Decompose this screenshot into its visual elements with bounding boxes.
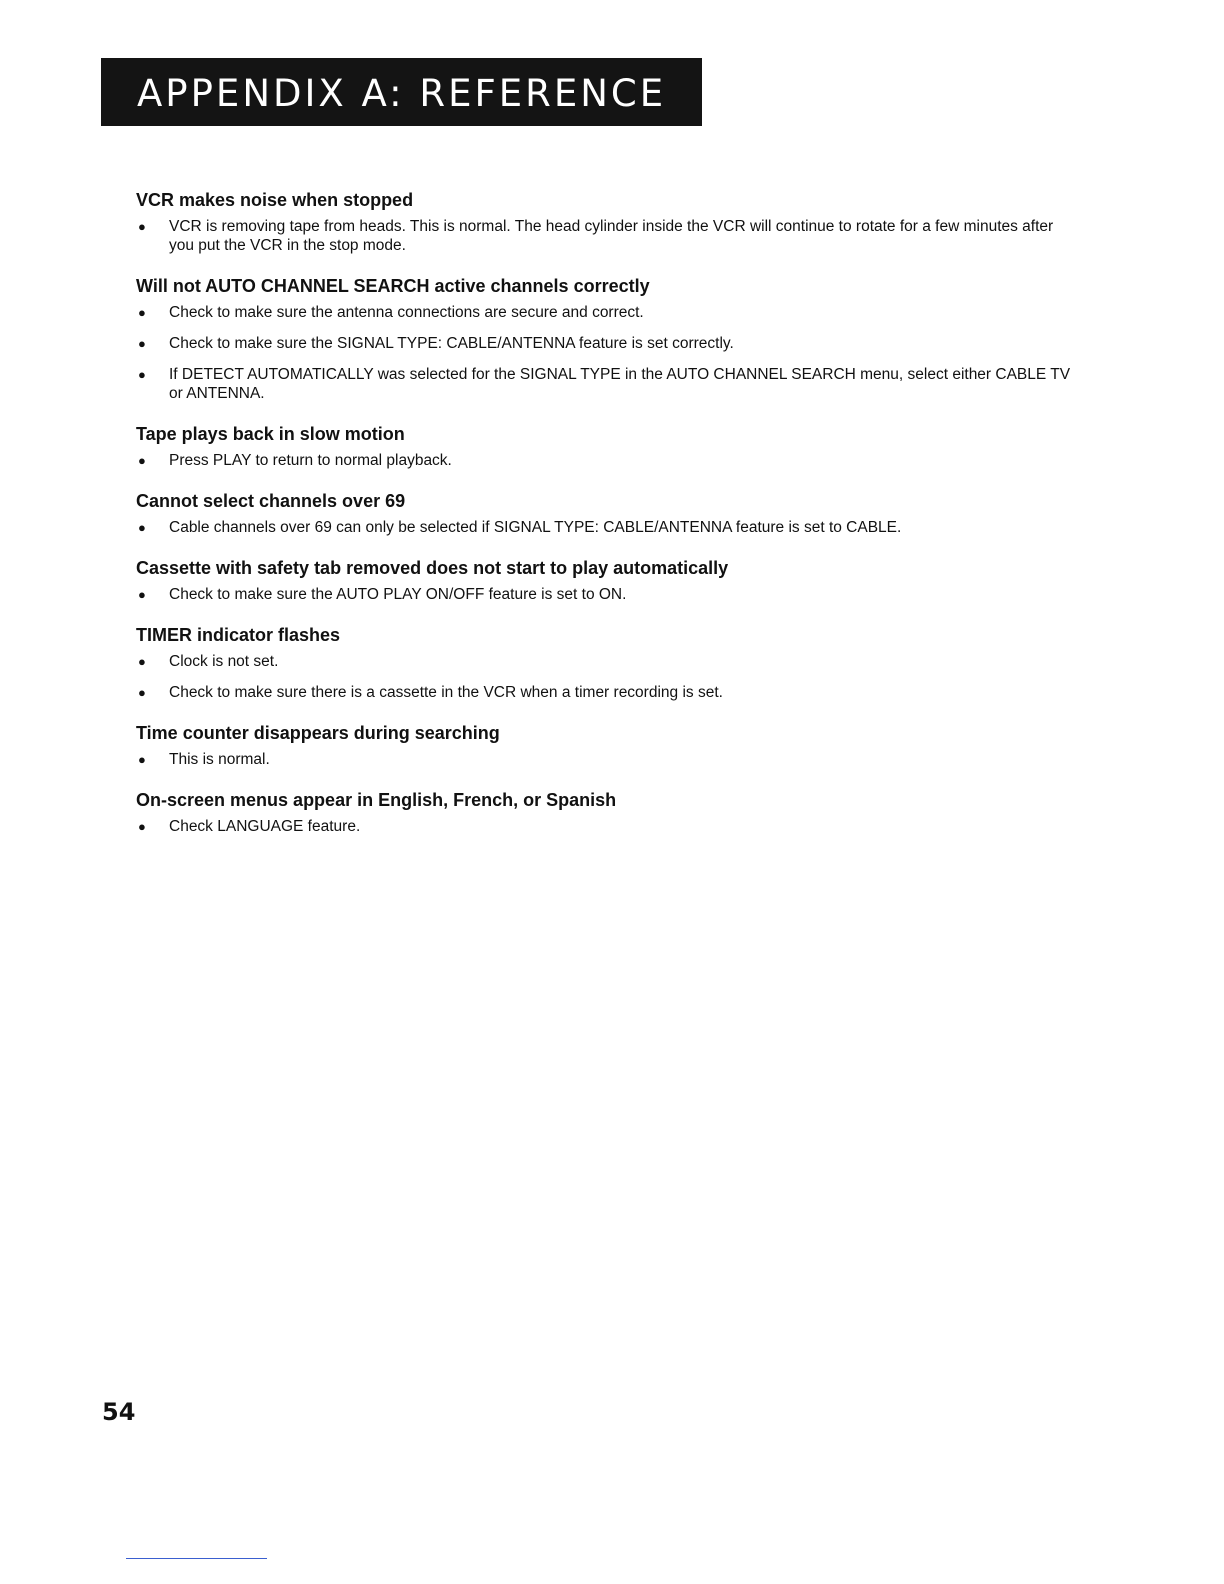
bullet-icon: ● bbox=[138, 752, 146, 767]
list-item-text: Check LANGUAGE feature. bbox=[169, 818, 361, 835]
bullet-icon: ● bbox=[138, 819, 146, 834]
list-item-text: If DETECT AUTOMATICALLY was selected for the SIGNAL TYPE in the AUTO CHANNEL SEARCH menu, select either CABLE TV or ANTENNA. bbox=[169, 366, 1071, 402]
list-item bbox=[136, 750, 1076, 769]
section-heading: Tape plays back in slow motion bbox=[136, 424, 405, 444]
bullet-list bbox=[136, 585, 1076, 604]
section-heading: On-screen menus appear in English, French, or Spanish bbox=[136, 790, 617, 810]
bullet-icon: ● bbox=[138, 336, 146, 351]
list-item bbox=[136, 683, 1076, 702]
section-heading: VCR makes noise when stopped bbox=[136, 190, 414, 210]
list-item bbox=[136, 451, 1076, 470]
list-item-text: Check to make sure the SIGNAL TYPE: CABLE/ANTENNA feature is set correctly. bbox=[169, 335, 734, 352]
bullet-list bbox=[136, 817, 1076, 836]
section-heading: Time counter disappears during searching bbox=[136, 723, 500, 743]
appendix-header-bar bbox=[101, 58, 702, 126]
section-heading: TIMER indicator flashes bbox=[136, 625, 341, 645]
bullet-icon: ● bbox=[138, 367, 146, 382]
section-time-counter bbox=[136, 721, 1076, 769]
list-item-text: Check to make sure the antenna connections are secure and correct. bbox=[169, 304, 644, 321]
bullet-list bbox=[136, 652, 1076, 702]
section-slow-motion bbox=[136, 422, 1076, 470]
bullet-icon: ● bbox=[138, 453, 146, 468]
troubleshooting-content bbox=[136, 188, 1076, 855]
list-item-text: This is normal. bbox=[169, 751, 270, 768]
bullet-list bbox=[136, 451, 1076, 470]
page-title: APPENDIX A: REFERENCE bbox=[137, 71, 667, 115]
list-item bbox=[136, 365, 1076, 403]
section-auto-channel-search bbox=[136, 274, 1076, 403]
section-heading: Cannot select channels over 69 bbox=[136, 491, 406, 511]
bullet-list bbox=[136, 217, 1076, 255]
list-item-text: Press PLAY to return to normal playback. bbox=[169, 452, 452, 469]
page-number: 54 bbox=[102, 1398, 136, 1426]
list-item bbox=[136, 217, 1076, 255]
bullet-list bbox=[136, 518, 1076, 537]
list-item-text: Check to make sure the AUTO PLAY ON/OFF feature is set to ON. bbox=[169, 586, 627, 603]
bullet-icon: ● bbox=[138, 654, 146, 669]
bullet-icon: ● bbox=[138, 685, 146, 700]
section-vcr-noise bbox=[136, 188, 1076, 255]
list-item bbox=[136, 518, 1076, 537]
list-item-text: Clock is not set. bbox=[169, 653, 279, 670]
bullet-list bbox=[136, 750, 1076, 769]
list-item-text: VCR is removing tape from heads. This is normal. The head cylinder inside the VCR will continue to rotate for a few minutes after you put the VCR in the stop mode. bbox=[169, 218, 1054, 254]
section-menu-language bbox=[136, 788, 1076, 836]
section-safety-tab bbox=[136, 556, 1076, 604]
section-channels-over-69 bbox=[136, 489, 1076, 537]
bullet-icon: ● bbox=[138, 587, 146, 602]
list-item bbox=[136, 652, 1076, 671]
list-item bbox=[136, 585, 1076, 604]
bullet-list bbox=[136, 303, 1076, 403]
bullet-icon: ● bbox=[138, 520, 146, 535]
section-heading: Cassette with safety tab removed does not start to play automatically bbox=[136, 558, 729, 578]
footer-divider bbox=[126, 1558, 267, 1559]
section-heading: Will not AUTO CHANNEL SEARCH active channels correctly bbox=[136, 276, 650, 296]
bullet-icon: ● bbox=[138, 305, 146, 320]
section-timer-indicator bbox=[136, 623, 1076, 702]
list-item-text: Cable channels over 69 can only be selected if SIGNAL TYPE: CABLE/ANTENNA feature is set to CABLE. bbox=[169, 519, 902, 536]
list-item-text: Check to make sure there is a cassette in the VCR when a timer recording is set. bbox=[169, 684, 723, 701]
list-item bbox=[136, 303, 1076, 322]
list-item bbox=[136, 817, 1076, 836]
list-item bbox=[136, 334, 1076, 353]
bullet-icon: ● bbox=[138, 219, 146, 234]
